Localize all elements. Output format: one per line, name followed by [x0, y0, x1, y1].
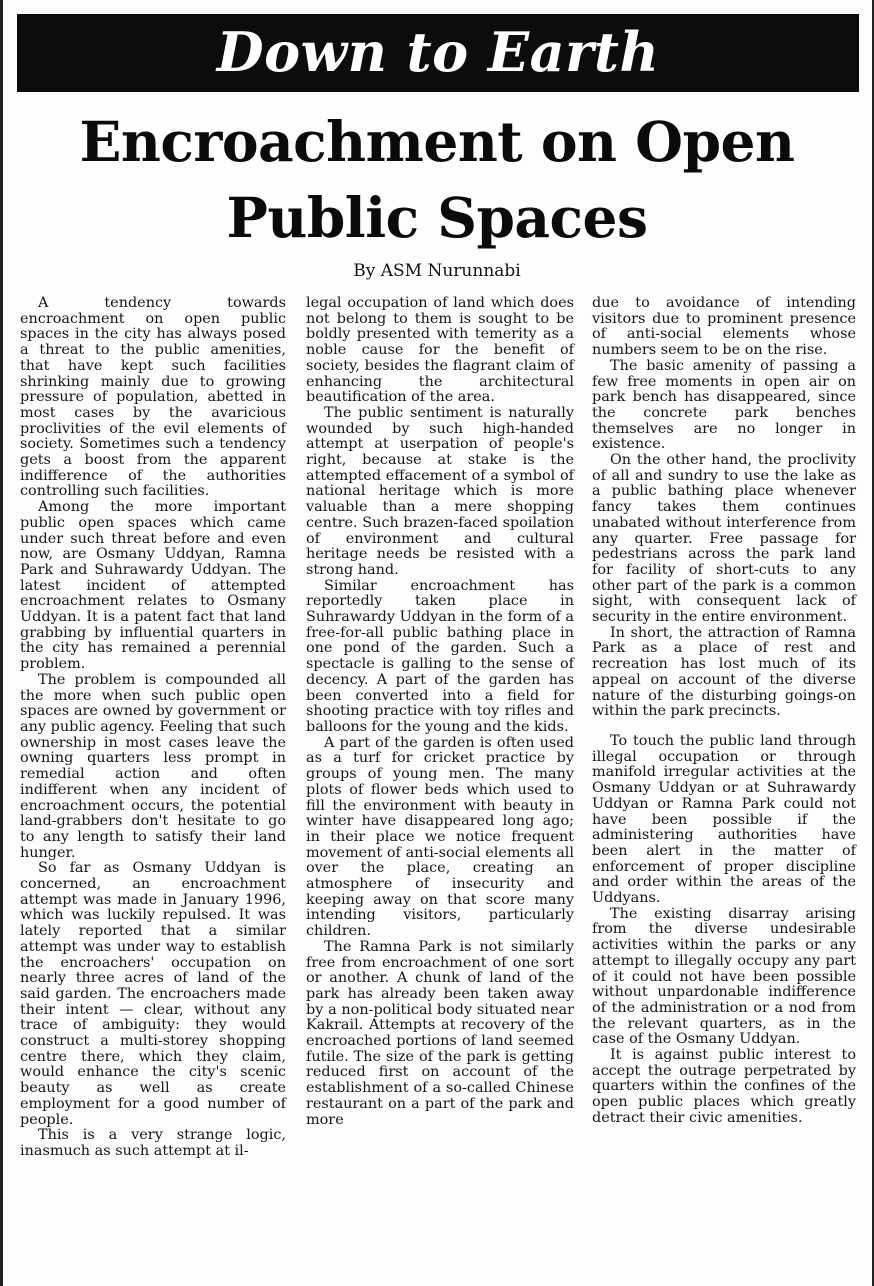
- left-border-rule: [0, 0, 3, 1286]
- article-headline: [10, 104, 864, 256]
- article-column-3: [592, 296, 856, 1127]
- paragraph: Similar encroachment has reportedly taken place in Suhrawardy Uddyan in the form of a free-for-all public bathing place in one pond of the garden. Such a spectacle is galling to the sense of decency. A part of the garden has been converted into a field for shooting practice with toy rifles and balloons for the young and the kids.: [306, 577, 574, 735]
- paragraph: The Ramna Park is not similarly free from encroachment of one sort or another. A chunk of land of the park has already been taken away by a non-political body situated near Kakrail. Attempts at recovery of the encroached portions of land seemed futile. The size of the park is getting reduced first on account of the establishment of a so-called Chinese restaurant on a part of the park and more: [306, 938, 574, 1128]
- headline-line-2: Public Spaces: [226, 185, 648, 250]
- article-column-1: [20, 296, 286, 1160]
- paragraph: The basic amenity of passing a few free moments in open air on park bench has disappeared, since the concrete park benches themselves are no longer in existence.: [592, 357, 856, 453]
- paragraph: So far as Osmany Uddyan is concerned, an encroachment attempt was made in January 1996, which was luckily repulsed. It was lately reported that a similar attempt was under way to establish the encroachers' occupation on nearly three acres of land of the said garden. The encroachers made their intent — clear, without any trace of ambiguity: they would construct a multi-storey shopping centre there, which they claim, would enhance the city's scenic beauty as well as create employment for a good number of people.: [20, 860, 286, 1128]
- paragraph: The existing disarray arising from the diverse undesirable activities within the parks or any attempt to illegally occupy any part of it could not have been possible without unpardonable indifference of the administration or a nod from the relevant quarters, as in the case of the Osmany Uddyan.: [592, 905, 856, 1048]
- article-column-2: [306, 296, 574, 1128]
- paragraph-gap: [592, 720, 856, 734]
- paragraph: legal occupation of land which does not belong to them is sought to be boldly presented with temerity as a noble cause for the benefit of society, besides the flagrant claim of enhancing the architectural beautification of the area.: [306, 295, 574, 406]
- article-byline: By ASM Nurunnabi: [353, 261, 521, 281]
- paragraph: This is a very strange logic, inasmuch as such attempt at il-: [20, 1127, 286, 1159]
- paragraph: The problem is compounded all the more when such public open spaces are owned by government or any public agency. Feeling that such ownership in most cases leave the owning quarters less prompt in remedial action and often indifferent when any incident of encroachment occurs, the potential land-grabbers don't hesitate to go to any length to satisfy their land hunger.: [20, 671, 286, 861]
- paragraph: The public sentiment is naturally wounded by such high-handed attempt at userpation of people's right, because at stake is the attempted effacement of a symbol of national heritage which is more valuable than a mere shopping centre. Such brazen-faced spoilation of environment and cultural heritage needs be resisted with a strong hand.: [306, 404, 574, 578]
- paragraph: A tendency towards encroachment on open public spaces in the city has always posed a threat to the public amenities, that have kept such facilities shrinking mainly due to growing pressure of population, abetted in most cases by the avaricious proclivities of the evil elements of society. Sometimes such a tendency gets a boost from the apparent indifference of the authorities controlling such facilities.: [20, 295, 286, 500]
- paragraph: On the other hand, the proclivity of all and sundry to use the lake as a public bathing place whenever fancy takes them continues unabated without interference from any quarter. Free passage for pedestrians across the park land for facility of short-cuts to any other part of the park is a common sight, with consequent lack of security in the entire environment.: [592, 452, 856, 626]
- section-banner-title: Down to Earth: [216, 20, 660, 84]
- paragraph: It is against public interest to accept the outrage perpetrated by quarters within the confines of the open public places which greatly detract their civic amenities.: [592, 1047, 856, 1126]
- paragraph: A part of the garden is often used as a turf for cricket practice by groups of young men. The many plots of flower beds which used to fill the environment with beauty in winter have disappeared long ago; in their place we notice frequent movement of anti-social elements all over the place, creating an atmosphere of insecurity and keeping away on that score many intending visitors, particularly children.: [306, 734, 574, 940]
- paragraph: To touch the public land through illegal occupation or through manifold irregular activities at the Osmany Uddyan or at Suhrawardy Uddyan or Ramna Park could not have been possible if the administering authorities have been alert in the matter of enforcement of proper discipline and order within the areas of the Uddyans.: [592, 732, 856, 907]
- section-banner: [17, 14, 859, 92]
- headline-line-1: Encroachment on Open: [79, 109, 795, 174]
- paragraph: Among the more important public open spaces which came under such threat before and even now, are Osmany Uddyan, Ramna Park and Suhrawardy Uddyan. The latest incident of attempted encroachment relates to Osmany Uddyan. It is a patent fact that land grabbing by influential quarters in the city has remained a perennial problem.: [20, 499, 286, 673]
- paragraph: due to avoidance of intending visitors due to prominent presence of anti-social elements whose numbers seem to be on the rise.: [592, 295, 856, 359]
- paragraph: In short, the attraction of Ramna Park as a place of rest and recreation has lost much of its appeal on account of the diverse nature of the disturbing goings-on within the park precincts.: [592, 624, 856, 720]
